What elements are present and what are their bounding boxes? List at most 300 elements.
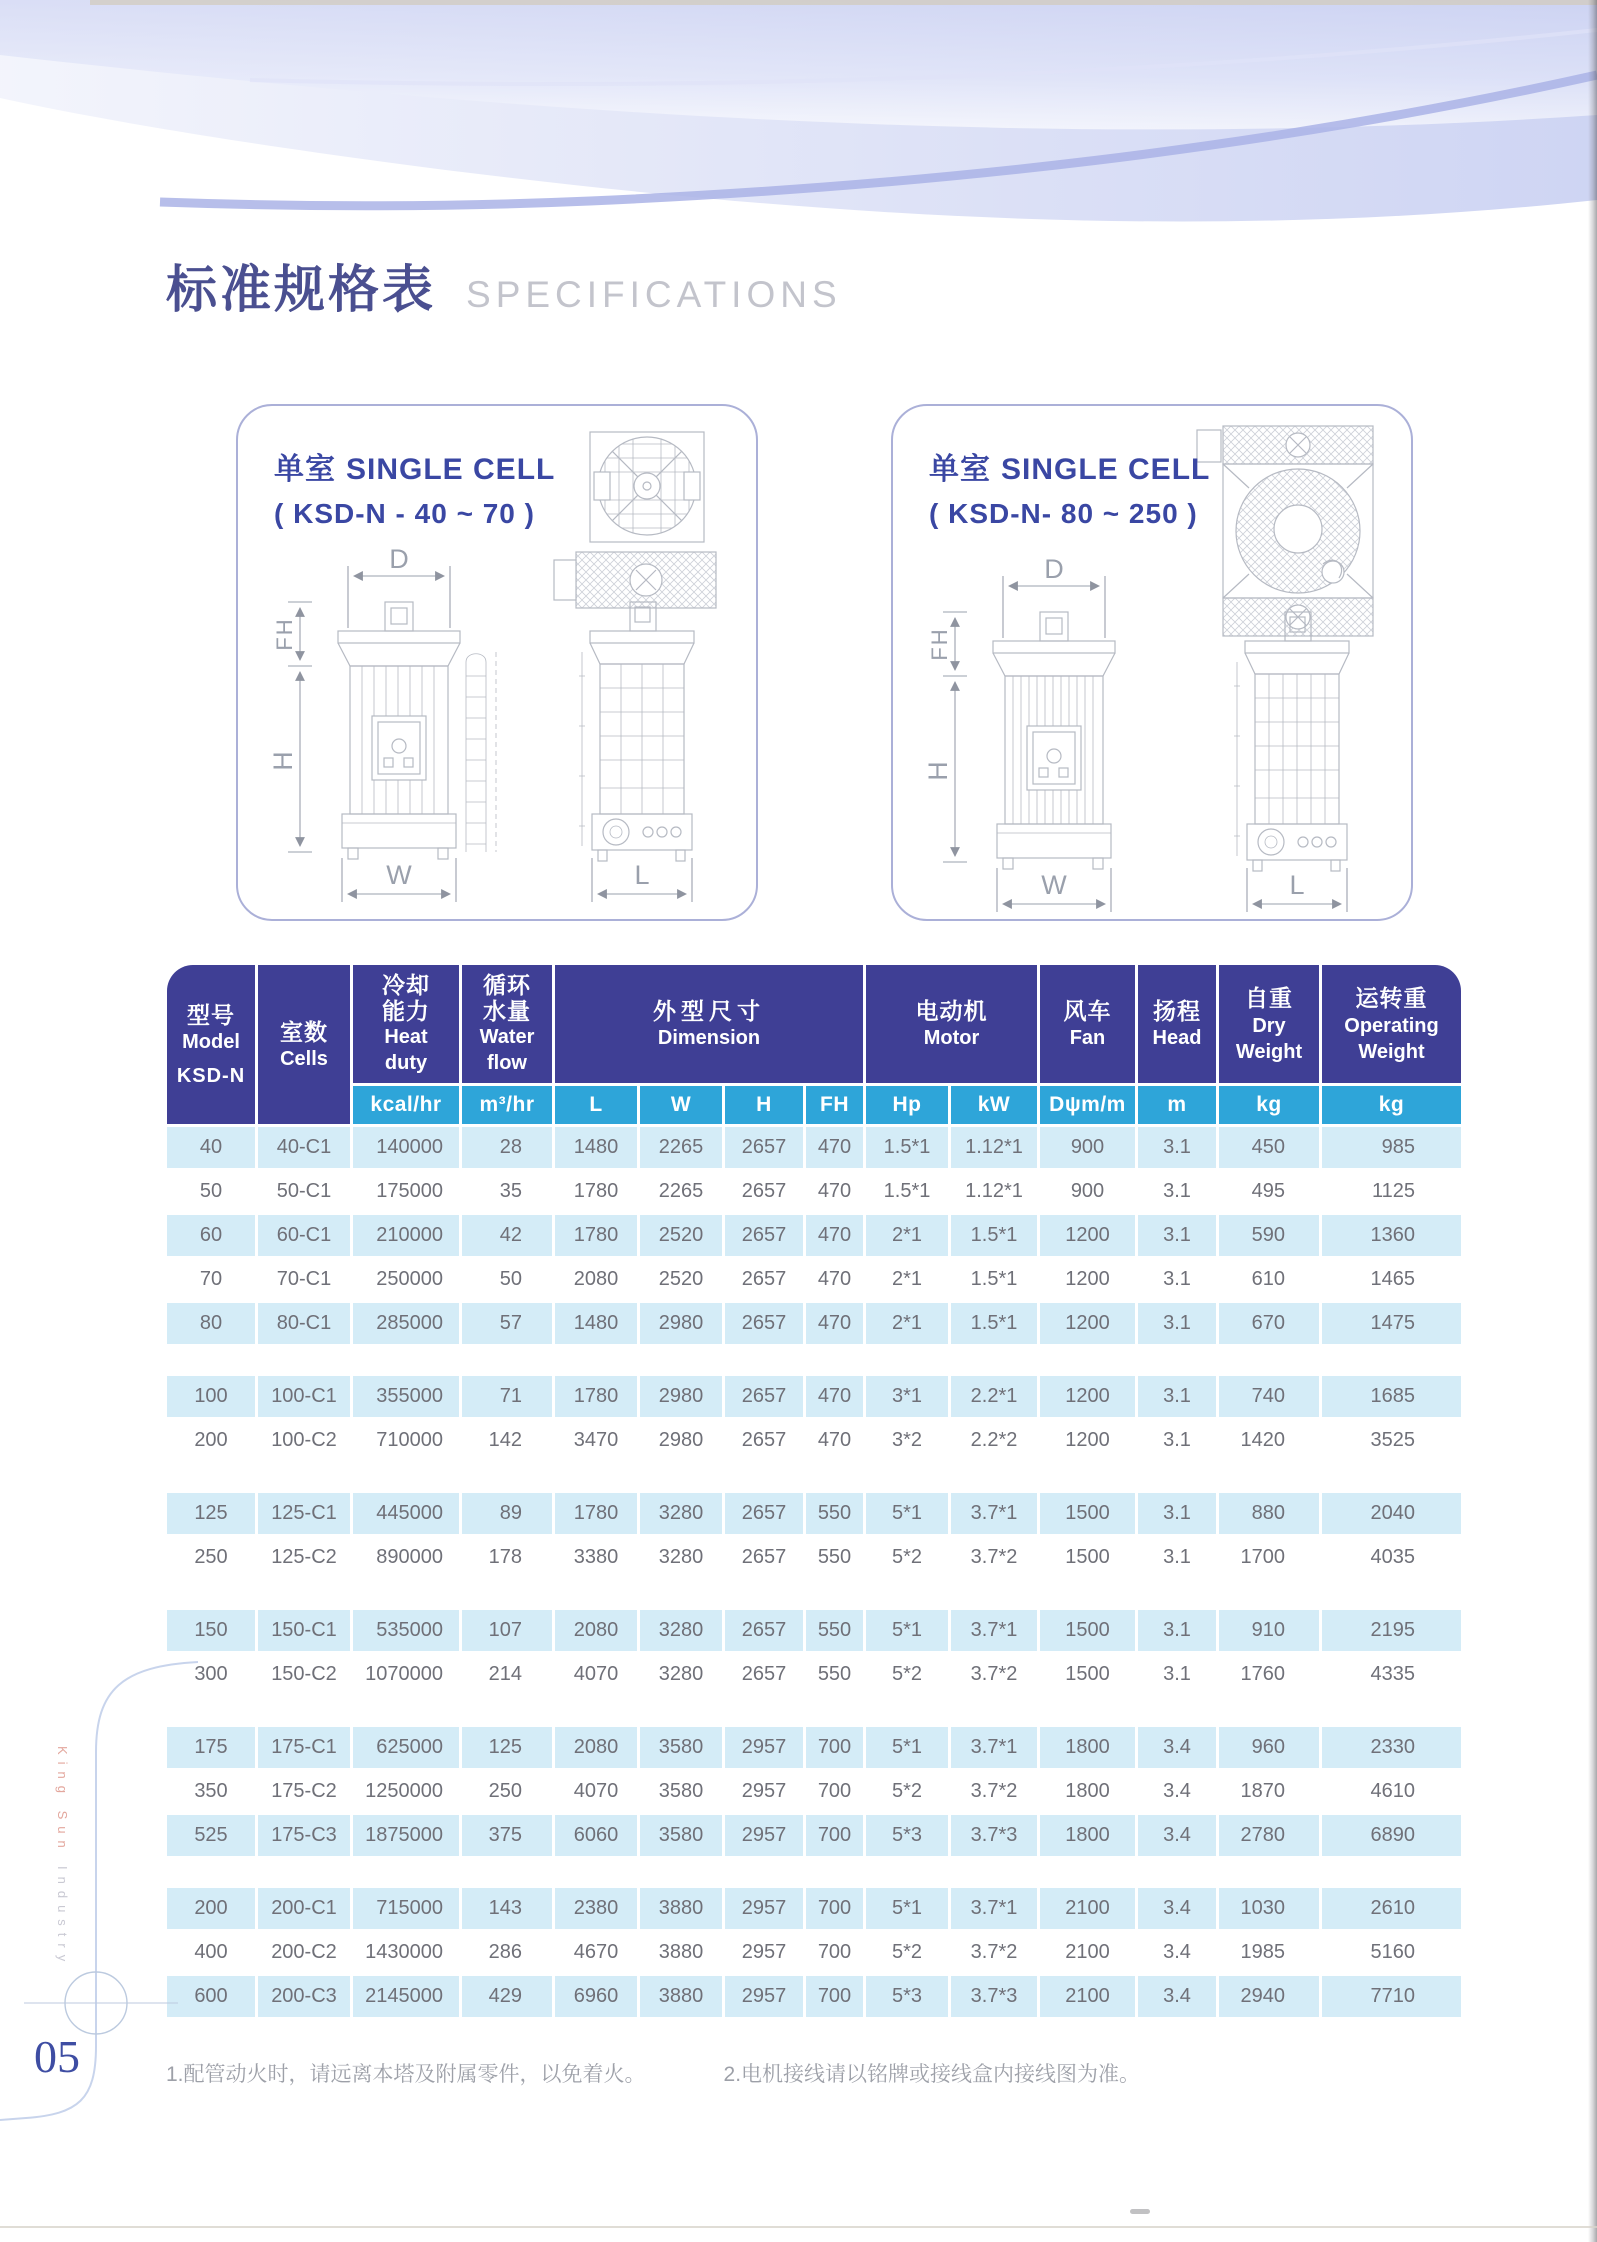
- cell: 3.4: [1138, 1932, 1216, 1973]
- dim-label-d: D: [1044, 554, 1064, 584]
- cell: 3.7*1: [951, 1493, 1037, 1534]
- scan-smudge: [1130, 2209, 1150, 2214]
- cell: 5*2: [866, 1932, 948, 1973]
- page-title: [166, 248, 842, 322]
- cell: 470: [806, 1259, 863, 1300]
- cell: 1500: [1040, 1610, 1135, 1651]
- cell: 470: [806, 1420, 863, 1461]
- cell: 125-C1: [258, 1493, 350, 1534]
- cell: 140000: [353, 1127, 459, 1168]
- heat-zh2: 能力: [382, 998, 430, 1024]
- cell: 4070: [555, 1654, 637, 1695]
- cell: 3525: [1322, 1420, 1461, 1461]
- cell: 40-C1: [258, 1127, 350, 1168]
- unit-fh: FH: [806, 1086, 863, 1124]
- heat-en2: duty: [384, 1052, 428, 1074]
- dim-label-h: H: [923, 761, 953, 781]
- cell: 2657: [725, 1171, 803, 1212]
- scan-edge-right: [1588, 0, 1597, 2242]
- cell: 535000: [353, 1610, 459, 1651]
- cell: 2957: [725, 1815, 803, 1856]
- cell: 2657: [725, 1376, 803, 1417]
- dim-label-d: D: [389, 544, 409, 574]
- cell: 1780: [555, 1171, 637, 1212]
- cell: 3.7*3: [951, 1815, 1037, 1856]
- cell: 3.1: [1138, 1654, 1216, 1695]
- cell: 3880: [640, 1976, 722, 2017]
- cell: 100-C2: [258, 1420, 350, 1461]
- cell: 3580: [640, 1727, 722, 1768]
- cell: 470: [806, 1376, 863, 1417]
- cell: 2080: [555, 1259, 637, 1300]
- cell: 3.1: [1138, 1537, 1216, 1578]
- spec-row-200-C2: [167, 1932, 1461, 1973]
- cell: 2100: [1040, 1976, 1135, 2017]
- cell: 2*1: [866, 1215, 948, 1256]
- cell: 6890: [1322, 1815, 1461, 1856]
- cell: 3280: [640, 1610, 722, 1651]
- cell: 125: [462, 1727, 552, 1768]
- cell: 100: [167, 1376, 255, 1417]
- cell: 143: [462, 1888, 552, 1929]
- cell: 2.2*2: [951, 1420, 1037, 1461]
- cell: 2145000: [353, 1976, 459, 2017]
- cell: 550: [806, 1493, 863, 1534]
- cell: 1480: [555, 1127, 637, 1168]
- unit-hp: Hp: [866, 1086, 948, 1124]
- col-header-fan: [1040, 965, 1135, 1083]
- cell: 5*1: [866, 1493, 948, 1534]
- dim-en: Dimension: [657, 1027, 761, 1049]
- dim-label-h: H: [268, 751, 298, 771]
- cell: 3.1: [1138, 1171, 1216, 1212]
- single-cell-box-40-70: [236, 404, 758, 921]
- unit-head-m: m: [1138, 1086, 1216, 1124]
- cell: 50: [462, 1259, 552, 1300]
- box2-title: [929, 444, 1210, 530]
- cell: 70: [167, 1259, 255, 1300]
- spec-row-175-C3: [167, 1815, 1461, 1856]
- unit-dry-kg: kg: [1219, 1086, 1319, 1124]
- cell: 1200: [1040, 1303, 1135, 1344]
- cell: 3.1: [1138, 1420, 1216, 1461]
- cell: 3.1: [1138, 1127, 1216, 1168]
- cell: 495: [1219, 1171, 1319, 1212]
- dim-label-fh: FH: [272, 617, 297, 651]
- cell: 125-C2: [258, 1537, 350, 1578]
- cell: 60-C1: [258, 1215, 350, 1256]
- cell: 4070: [555, 1771, 637, 1812]
- cell: 5*3: [866, 1815, 948, 1856]
- cell: 2080: [555, 1727, 637, 1768]
- cell: 1420: [1219, 1420, 1319, 1461]
- cell: 3280: [640, 1654, 722, 1695]
- cell: 700: [806, 1815, 863, 1856]
- cell: 3.4: [1138, 1888, 1216, 1929]
- box1-title-en: SINGLE CELL: [346, 453, 556, 486]
- group-gap-cell: [167, 1698, 1461, 1724]
- col-header-head: [1138, 965, 1216, 1083]
- cell: 1.12*1: [951, 1127, 1037, 1168]
- cell: 550: [806, 1537, 863, 1578]
- group-gap: [167, 1698, 1461, 1724]
- unit-kcal-hr: kcal/hr: [353, 1086, 459, 1124]
- cell: 1430000: [353, 1932, 459, 1973]
- group-gap: [167, 1581, 1461, 1607]
- cell: 3880: [640, 1932, 722, 1973]
- cell: 700: [806, 1932, 863, 1973]
- cell: 1985: [1219, 1932, 1319, 1973]
- group-gap-cell: [167, 1464, 1461, 1490]
- cell: 1685: [1322, 1376, 1461, 1417]
- cell: 178: [462, 1537, 552, 1578]
- spec-row-125-C1: [167, 1493, 1461, 1534]
- cell: 3580: [640, 1815, 722, 1856]
- cell: 2.2*1: [951, 1376, 1037, 1417]
- cell: 210000: [353, 1215, 459, 1256]
- spec-row-200-C1: [167, 1888, 1461, 1929]
- cell: 214: [462, 1654, 552, 1695]
- cell: 470: [806, 1303, 863, 1344]
- spec-row-100-C2: [167, 1420, 1461, 1461]
- cell: 3580: [640, 1771, 722, 1812]
- cell: 28: [462, 1127, 552, 1168]
- dim-label-w: W: [1041, 870, 1067, 900]
- cell: 2100: [1040, 1888, 1135, 1929]
- cell: 355000: [353, 1376, 459, 1417]
- tower-front-view: [268, 544, 496, 902]
- water-en1: Water: [479, 1026, 535, 1048]
- cell: 2520: [640, 1259, 722, 1300]
- cell: 3.7*3: [951, 1976, 1037, 2017]
- cell: 1500: [1040, 1493, 1135, 1534]
- col-header-motor: [866, 965, 1037, 1083]
- cell: 2957: [725, 1976, 803, 2017]
- group-gap-cell: [167, 1581, 1461, 1607]
- spec-row-200-C3: [167, 1976, 1461, 2017]
- cell: 2957: [725, 1727, 803, 1768]
- cell: 700: [806, 1888, 863, 1929]
- cell: 150: [167, 1610, 255, 1651]
- cell: 429: [462, 1976, 552, 2017]
- spec-row-150-C1: [167, 1610, 1461, 1651]
- cell: 2940: [1219, 1976, 1319, 2017]
- cell: 3.1: [1138, 1376, 1216, 1417]
- col-header-cells: [258, 965, 350, 1124]
- fan-top-view: [1197, 426, 1373, 636]
- group-gap-cell: [167, 1347, 1461, 1373]
- col-header-operating-weight: [1322, 965, 1461, 1083]
- group-gap: [167, 1859, 1461, 1885]
- cell: 900: [1040, 1127, 1135, 1168]
- cell: 3.7*1: [951, 1888, 1037, 1929]
- cell: 6060: [555, 1815, 637, 1856]
- cell: 50: [167, 1171, 255, 1212]
- unit-op-kg: kg: [1322, 1086, 1461, 1124]
- cell: 670: [1219, 1303, 1319, 1344]
- cell: 89: [462, 1493, 552, 1534]
- top-swoosh-graphic: [0, 0, 1597, 260]
- water-zh2: 水量: [483, 998, 531, 1024]
- cell: 2957: [725, 1888, 803, 1929]
- note-1: 1.配管动火时，请远离本塔及附属零件，以免着火。: [166, 2063, 646, 2086]
- cell: 470: [806, 1171, 863, 1212]
- cell: 375: [462, 1815, 552, 1856]
- cell: 625000: [353, 1727, 459, 1768]
- fan-top-view: [554, 432, 716, 608]
- cell: 1200: [1040, 1259, 1135, 1300]
- cell: 3.7*2: [951, 1932, 1037, 1973]
- cell: 5*1: [866, 1888, 948, 1929]
- cell: 5*3: [866, 1976, 948, 2017]
- cell: 710000: [353, 1420, 459, 1461]
- cell: 200: [167, 1420, 255, 1461]
- tower-side-view: [579, 602, 694, 902]
- spec-table-wrap: [164, 962, 1464, 2020]
- cell: 3380: [555, 1537, 637, 1578]
- cell: 1500: [1040, 1654, 1135, 1695]
- cell: 80-C1: [258, 1303, 350, 1344]
- cell: 960: [1219, 1727, 1319, 1768]
- water-zh1: 循环: [483, 972, 531, 998]
- tower-front-view: [923, 554, 1115, 912]
- cell: 1465: [1322, 1259, 1461, 1300]
- cell: 4335: [1322, 1654, 1461, 1695]
- cell: 3.4: [1138, 1727, 1216, 1768]
- cell: 880: [1219, 1493, 1319, 1534]
- cell: 3.4: [1138, 1771, 1216, 1812]
- cell: 2610: [1322, 1888, 1461, 1929]
- cell: 1.5*1: [951, 1259, 1037, 1300]
- cell: 1.5*1: [951, 1303, 1037, 1344]
- cell: 2980: [640, 1376, 722, 1417]
- motor-en: Motor: [923, 1027, 980, 1049]
- cell: 3.4: [1138, 1976, 1216, 2017]
- cell: 150-C1: [258, 1610, 350, 1651]
- cell: 445000: [353, 1493, 459, 1534]
- page-title-en: SPECIFICATIONS: [466, 274, 842, 315]
- cell: 2*1: [866, 1259, 948, 1300]
- col-header-dry-weight: [1219, 965, 1319, 1083]
- unit-fan-dia: Dψm/m: [1040, 1086, 1135, 1124]
- cell: 590: [1219, 1215, 1319, 1256]
- cell: 142: [462, 1420, 552, 1461]
- cell: 1500: [1040, 1537, 1135, 1578]
- box1-title: [274, 444, 555, 530]
- cell: 80: [167, 1303, 255, 1344]
- heat-zh1: 冷却: [382, 972, 430, 998]
- cell: 71: [462, 1376, 552, 1417]
- cell: 2265: [640, 1127, 722, 1168]
- model-code: KSD-N: [176, 1064, 246, 1087]
- cell: 125: [167, 1493, 255, 1534]
- cell: 3.7*2: [951, 1537, 1037, 1578]
- cell: 175: [167, 1727, 255, 1768]
- cell: 3.4: [1138, 1815, 1216, 1856]
- cell: 250: [462, 1771, 552, 1812]
- cell: 985: [1322, 1127, 1461, 1168]
- cell: 1780: [555, 1493, 637, 1534]
- cell: 350: [167, 1771, 255, 1812]
- cell: 3*1: [866, 1376, 948, 1417]
- cell: 2657: [725, 1537, 803, 1578]
- cells-en: Cells: [280, 1047, 328, 1070]
- cell: 2780: [1219, 1815, 1319, 1856]
- cell: 1250000: [353, 1771, 459, 1812]
- cell: 2100: [1040, 1932, 1135, 1973]
- unit-w: W: [640, 1086, 722, 1124]
- cell: 1870: [1219, 1771, 1319, 1812]
- note-2: 2.电机接线请以铭牌或接线盒内接线图为准。: [723, 2063, 1141, 2086]
- spec-row-175-C1: [167, 1727, 1461, 1768]
- cell: 470: [806, 1127, 863, 1168]
- cell: 6960: [555, 1976, 637, 2017]
- unit-kw: kW: [951, 1086, 1037, 1124]
- cell: 150-C2: [258, 1654, 350, 1695]
- unit-h: H: [725, 1086, 803, 1124]
- cell: 1360: [1322, 1215, 1461, 1256]
- cell: 2520: [640, 1215, 722, 1256]
- cell: 1200: [1040, 1420, 1135, 1461]
- cell: 300: [167, 1654, 255, 1695]
- cell: 4670: [555, 1932, 637, 1973]
- unit-l: L: [555, 1086, 637, 1124]
- cell: 1.5*1: [866, 1127, 948, 1168]
- cell: 1780: [555, 1215, 637, 1256]
- dim-zh: 外型尺寸: [653, 998, 765, 1024]
- box2-title-en: SINGLE CELL: [1001, 453, 1211, 486]
- cell: 2657: [725, 1215, 803, 1256]
- cell: 2657: [725, 1303, 803, 1344]
- cell: 175-C1: [258, 1727, 350, 1768]
- cell: 5*1: [866, 1727, 948, 1768]
- margin-frame-graphic: [0, 1660, 220, 2240]
- cell: 100-C1: [258, 1376, 350, 1417]
- scan-edge-bottom: [0, 2226, 1597, 2228]
- cell: 42: [462, 1215, 552, 1256]
- cell: 700: [806, 1771, 863, 1812]
- cell: 3.7*1: [951, 1610, 1037, 1651]
- cell: 200-C2: [258, 1932, 350, 1973]
- spec-row-100-C1: [167, 1376, 1461, 1417]
- cell: 57: [462, 1303, 552, 1344]
- spec-row-80-C1: [167, 1303, 1461, 1344]
- cell: 2657: [725, 1420, 803, 1461]
- cell: 2*1: [866, 1303, 948, 1344]
- box1-title-zh: 单室: [274, 453, 336, 486]
- cell: 5160: [1322, 1932, 1461, 1973]
- cell: 50-C1: [258, 1171, 350, 1212]
- cell: 550: [806, 1610, 863, 1651]
- cell: 3.1: [1138, 1259, 1216, 1300]
- fan-zh: 风车: [1063, 998, 1112, 1024]
- col-header-dimension: [555, 965, 863, 1083]
- cell: 3.7*2: [951, 1771, 1037, 1812]
- col-header-model: [167, 965, 255, 1124]
- group-gap: [167, 1347, 1461, 1373]
- cell: 175-C3: [258, 1815, 350, 1856]
- cell: 450: [1219, 1127, 1319, 1168]
- cell: 7710: [1322, 1976, 1461, 2017]
- cell: 700: [806, 1976, 863, 2017]
- cell: 3.1: [1138, 1493, 1216, 1534]
- cell: 1070000: [353, 1654, 459, 1695]
- single-cell-box-80-250: [891, 404, 1413, 921]
- dim-label-l: L: [634, 860, 650, 890]
- cell: 2980: [640, 1420, 722, 1461]
- cells-zh: 室数: [280, 1018, 328, 1045]
- cell: 3.7*1: [951, 1727, 1037, 1768]
- cell: 3.1: [1138, 1610, 1216, 1651]
- cell: 1200: [1040, 1215, 1135, 1256]
- head-en: Head: [1152, 1027, 1202, 1049]
- scan-edge-top: [90, 0, 1597, 5]
- spec-row-60-C1: [167, 1215, 1461, 1256]
- cell: 5*2: [866, 1771, 948, 1812]
- water-en2: flow: [487, 1052, 527, 1074]
- spec-row-40-C1: [167, 1127, 1461, 1168]
- cell: 3880: [640, 1888, 722, 1929]
- box1-model-range: ( KSD-N - 40 ~ 70 ): [274, 498, 535, 529]
- fan-en: Fan: [1069, 1027, 1106, 1049]
- cell: 740: [1219, 1376, 1319, 1417]
- dry-zh: 自重: [1245, 984, 1293, 1011]
- cell: 2657: [725, 1610, 803, 1651]
- spec-row-125-C2: [167, 1537, 1461, 1578]
- cell: 2380: [555, 1888, 637, 1929]
- cell: 1475: [1322, 1303, 1461, 1344]
- page-title-zh: 标准规格表: [166, 261, 437, 318]
- cell: 2657: [725, 1127, 803, 1168]
- cell: 3280: [640, 1537, 722, 1578]
- dim-label-l: L: [1289, 870, 1305, 900]
- group-gap-cell: [167, 1859, 1461, 1885]
- specs-table: [164, 962, 1464, 2020]
- cell: 3*2: [866, 1420, 948, 1461]
- cell: 70-C1: [258, 1259, 350, 1300]
- spec-row-175-C2: [167, 1771, 1461, 1812]
- cell: 4035: [1322, 1537, 1461, 1578]
- cell: 1.5*1: [866, 1171, 948, 1212]
- dry-en2: Weight: [1235, 1040, 1303, 1063]
- cell: 3470: [555, 1420, 637, 1461]
- footer-notes: [166, 2058, 1140, 2088]
- cell: 3.1: [1138, 1215, 1216, 1256]
- cell: 250: [167, 1537, 255, 1578]
- cell: 400: [167, 1932, 255, 1973]
- cell: 1480: [555, 1303, 637, 1344]
- op-zh: 运转重: [1355, 984, 1428, 1011]
- cell: 470: [806, 1215, 863, 1256]
- cell: 600: [167, 1976, 255, 2017]
- cell: 1800: [1040, 1727, 1135, 1768]
- cell: 3.1: [1138, 1303, 1216, 1344]
- dim-label-fh: FH: [927, 627, 952, 661]
- cell: 1.12*1: [951, 1171, 1037, 1212]
- cell: 175000: [353, 1171, 459, 1212]
- motor-zh: 电动机: [915, 998, 988, 1024]
- col-header-water-flow: [462, 965, 552, 1083]
- cell: 5*1: [866, 1610, 948, 1651]
- page-number: 05: [34, 2031, 80, 2082]
- cell: 1.5*1: [951, 1215, 1037, 1256]
- specs-table-body: [167, 1127, 1461, 2017]
- cell: 2040: [1322, 1493, 1461, 1534]
- heat-en1: Heat: [384, 1026, 428, 1048]
- cell: 2330: [1322, 1727, 1461, 1768]
- cell: 525: [167, 1815, 255, 1856]
- cell: 2265: [640, 1171, 722, 1212]
